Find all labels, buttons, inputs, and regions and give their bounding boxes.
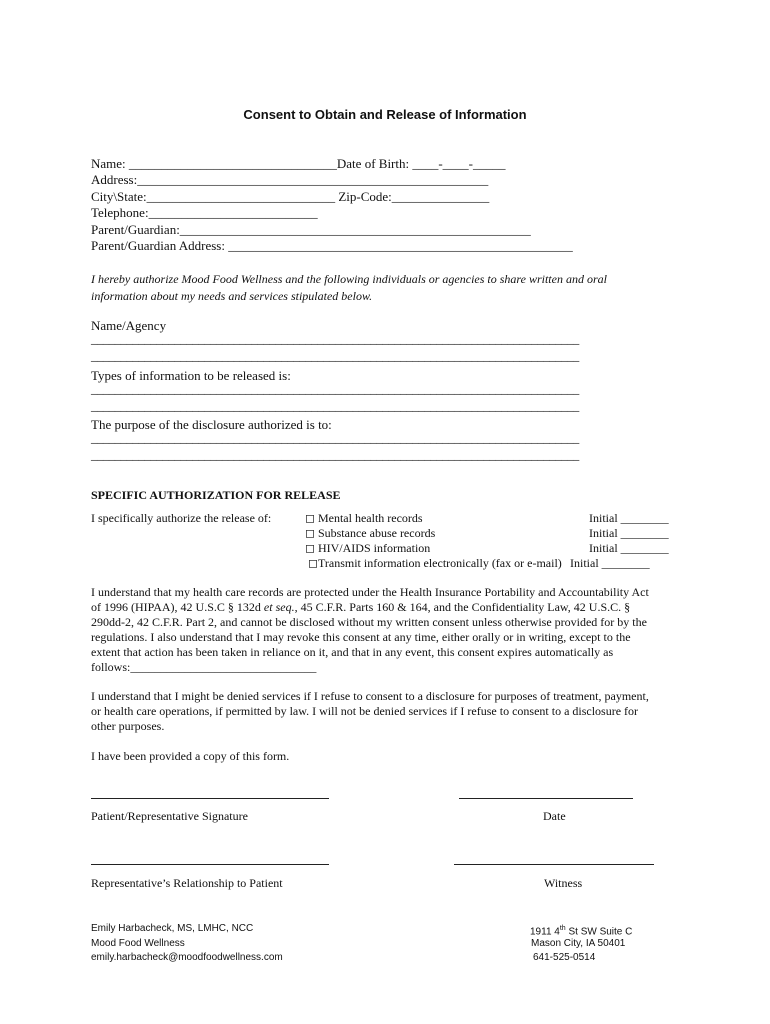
street-rest: St SW Suite C (565, 926, 633, 938)
purpose-label: The purpose of the disclosure authorized is to: (91, 417, 332, 432)
relationship-label: Representative’s Relationship to Patient (91, 876, 283, 890)
checkbox-mental-health[interactable]: ◻ Mental health records (305, 511, 423, 525)
relationship-line[interactable] (91, 864, 329, 865)
footer-organization: Mood Food Wellness (91, 937, 185, 949)
witness-line[interactable] (454, 864, 654, 865)
name-agency-line-1[interactable]: __________________________________________________________________________________ (91, 332, 579, 346)
denial-paragraph-line: other purposes. (91, 719, 165, 733)
types-line-1[interactable]: __________________________________________________________________________________ (91, 382, 579, 396)
et-seq-emphasis: et seq. (263, 600, 295, 614)
hipaa-paragraph-line: extent that action has been taken in reliance on it, and that in any event, this consent expires automatically as (91, 645, 614, 659)
page-title: Consent to Obtain and Release of Information (243, 107, 527, 122)
footer-contact-name: Emily Harbacheck, MS, LMHC, NCC (91, 923, 254, 934)
checkbox-transmit-electronically[interactable]: ◻Transmit information electronically (fax or e-mail) (308, 556, 562, 570)
name-agency-label: Name/Agency (91, 318, 167, 333)
types-line-2[interactable]: __________________________________________________________________________________ (91, 399, 579, 413)
name-dob-field[interactable]: Name: ________________________________Date of Birth: ____-____-_____ (91, 156, 506, 171)
checkbox-hiv-aids[interactable]: ◻ HIV/AIDS information (305, 541, 431, 555)
specific-authorization-heading: SPECIFIC AUTHORIZATION FOR RELEASE (91, 488, 341, 502)
hipaa-paragraph-line: of 1996 (HIPAA), 42 U.S.C § 132d et seq., 45 C.F.R. Parts 160 & 164, and the Confidentiality Law, 42 U.S.C. § (91, 600, 631, 614)
name-agency-line-2[interactable]: __________________________________________________________________________________ (91, 349, 579, 363)
witness-label: Witness (544, 876, 583, 890)
initial-substance-abuse[interactable]: Initial ________ (589, 526, 669, 540)
initial-hiv-aids[interactable]: Initial ________ (589, 541, 669, 555)
telephone-field[interactable]: Telephone:__________________________ (91, 205, 318, 221)
purpose-line-1[interactable]: __________________________________________________________________________________ (91, 431, 579, 445)
date-line[interactable] (459, 798, 633, 799)
address-field[interactable]: Address:______________________________________________________ (91, 172, 489, 188)
initial-mental-health[interactable]: Initial ________ (589, 511, 669, 525)
hipaa-paragraph-line: I understand that my health care records are protected under the Health Insurance Portability and Accountability Act (91, 585, 649, 599)
hipaa-paragraph-line: regulations. I also understand that I may revoke this consent at any time, either orally or in writing, except to the (91, 630, 631, 644)
signature-line[interactable] (91, 798, 329, 799)
initial-transmit-electronically[interactable]: Initial ________ (570, 556, 650, 570)
city-zip-field[interactable]: City\State:_____________________________ Zip-Code:_______________ (91, 188, 490, 204)
types-label: Types of information to be released is: (91, 368, 291, 383)
signature-label: Patient/Representative Signature (91, 809, 248, 823)
purpose-line-2[interactable]: __________________________________________________________________________________ (91, 448, 579, 462)
hipaa-paragraph-line: 290dd-2, 42 C.F.R. Part 2, and cannot be disclosed without my written consent unless otherwise provided for by the (91, 615, 647, 629)
parent-guardian-address-field[interactable]: Parent/Guardian Address: _____________________________________________________ (91, 238, 573, 253)
copy-statement: I have been provided a copy of this form. (91, 749, 290, 763)
authorization-statement-line-1: I hereby authorize Mood Food Wellness and the following individuals or agencies to share written and oral (91, 272, 607, 286)
date-label: Date (543, 809, 566, 823)
street-number: 1911 4 (530, 926, 560, 938)
footer-phone: 641-525-0514 (533, 952, 596, 963)
expiration-field[interactable]: follows:_______________________________ (91, 660, 317, 674)
denial-paragraph-line: I understand that I might be denied services if I refuse to consent to a disclosure for purposes of treatment, payment, (91, 689, 649, 703)
parent-guardian-field[interactable]: Parent/Guardian:______________________________________________________ (91, 221, 531, 237)
authorization-statement-line-2: information about my needs and services stipulated below. (91, 289, 373, 303)
footer-email[interactable]: emily.harbacheck@moodfoodwellness.com (91, 952, 283, 963)
footer-city: Mason City, IA 50401 (531, 937, 626, 949)
checkbox-substance-abuse[interactable]: ◻ Substance abuse records (305, 526, 436, 540)
street-suffix: th (559, 925, 566, 932)
specific-authorization-intro: I specifically authorize the release of: (91, 511, 272, 525)
denial-paragraph-line: or health care operations, if permitted by law. I will not be denied services if I refuse to consent to a disclosure for (91, 704, 639, 718)
